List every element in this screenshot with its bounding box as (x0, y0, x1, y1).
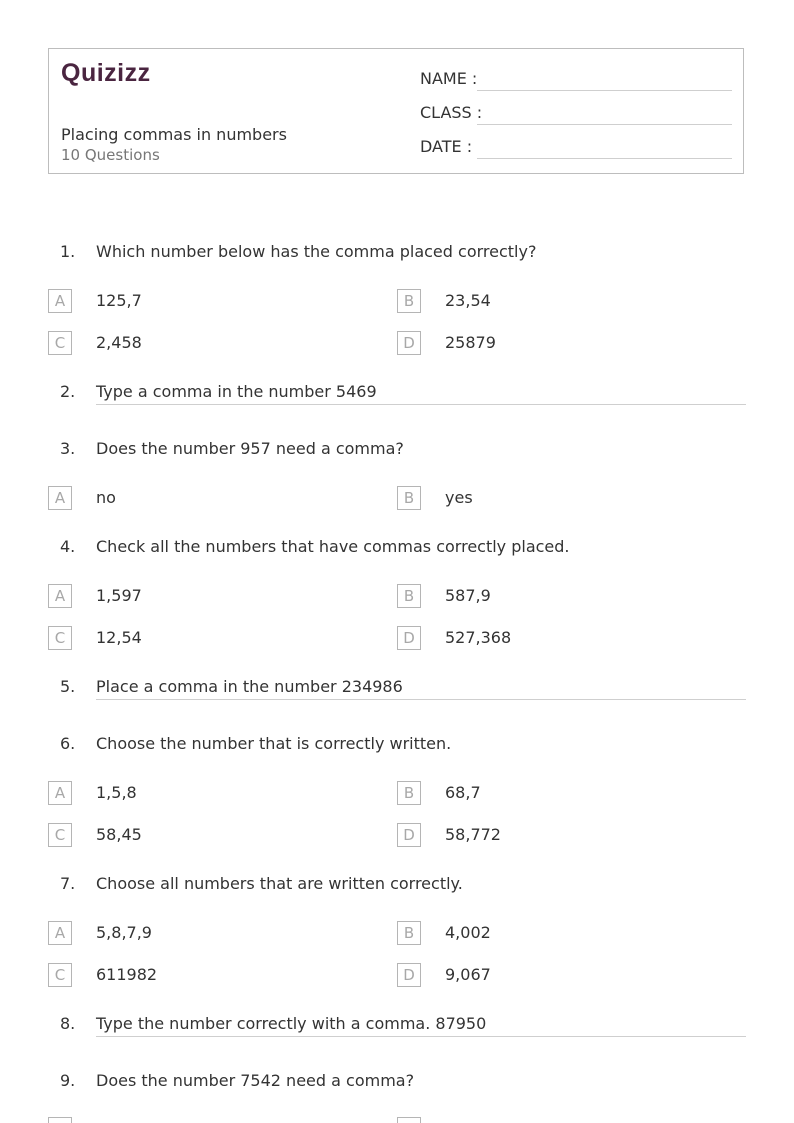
option-text: 4,002 (445, 923, 491, 942)
question-number: 7. (60, 874, 76, 893)
class-blank-line[interactable] (477, 124, 732, 125)
option-letter-box[interactable]: D (397, 331, 421, 355)
question-number: 6. (60, 734, 76, 753)
name-blank-line[interactable] (477, 90, 732, 91)
option-text: yes (445, 488, 473, 507)
option-letter-box[interactable]: D (397, 963, 421, 987)
option-text: 2,458 (96, 333, 142, 352)
question-number: 8. (60, 1014, 76, 1033)
question-count: 10 Questions (61, 146, 160, 164)
option-letter-box[interactable]: C (48, 331, 72, 355)
worksheet-header (48, 48, 744, 174)
option-text: 25879 (445, 333, 496, 352)
option-text: 611982 (96, 965, 158, 984)
question-text: Choose all numbers that are written correctly. (96, 874, 463, 893)
option-letter-box[interactable]: C (48, 963, 72, 987)
option-text: 125,7 (96, 291, 142, 310)
option-letter-box[interactable]: A (48, 781, 72, 805)
question-text: Which number below has the comma placed correctly? (96, 242, 537, 261)
option-text: no (96, 488, 116, 507)
answer-line[interactable] (96, 699, 746, 700)
quizizz-logo: Quizizz (61, 59, 151, 87)
option-text: 58,772 (445, 825, 501, 844)
option-letter-box[interactable]: B (397, 921, 421, 945)
option-letter-box[interactable]: A (48, 584, 72, 608)
option-letter-box[interactable]: D (397, 823, 421, 847)
option-text: 23,54 (445, 291, 491, 310)
question-text: Does the number 7542 need a comma? (96, 1071, 415, 1090)
class-label: CLASS : (420, 103, 483, 122)
question-text: Check all the numbers that have commas correctly placed. (96, 537, 570, 556)
question-number: 4. (60, 537, 76, 556)
name-label: NAME : (420, 69, 478, 88)
option-text: 12,54 (96, 628, 142, 647)
question-text: Type a comma in the number 5469 (96, 382, 377, 401)
question-text: Type the number correctly with a comma. 87950 (96, 1014, 487, 1033)
option-text: 68,7 (445, 783, 481, 802)
option-letter-box[interactable]: C (48, 823, 72, 847)
option-letter-box-cropped[interactable] (48, 1117, 72, 1123)
option-text: 58,45 (96, 825, 142, 844)
answer-line[interactable] (96, 1036, 746, 1037)
question-number: 2. (60, 382, 76, 401)
option-text: 9,067 (445, 965, 491, 984)
question-text: Place a comma in the number 234986 (96, 677, 403, 696)
option-letter-box[interactable]: A (48, 921, 72, 945)
option-letter-box[interactable]: A (48, 289, 72, 313)
option-letter-box[interactable]: B (397, 584, 421, 608)
question-number: 3. (60, 439, 76, 458)
option-text: 527,368 (445, 628, 512, 647)
question-number: 1. (60, 242, 76, 261)
option-text: 1,5,8 (96, 783, 137, 802)
option-letter-box[interactable]: B (397, 289, 421, 313)
question-number: 9. (60, 1071, 76, 1090)
option-text: 587,9 (445, 586, 491, 605)
option-letter-box[interactable]: B (397, 781, 421, 805)
date-label: DATE : (420, 137, 473, 156)
answer-line[interactable] (96, 404, 746, 405)
worksheet-title: Placing commas in numbers (61, 125, 287, 144)
date-blank-line[interactable] (477, 158, 732, 159)
option-letter-box[interactable]: B (397, 486, 421, 510)
option-letter-box[interactable]: A (48, 486, 72, 510)
option-text: 5,8,7,9 (96, 923, 152, 942)
option-letter-box[interactable]: C (48, 626, 72, 650)
option-text: 1,597 (96, 586, 142, 605)
question-text: Choose the number that is correctly written. (96, 734, 452, 753)
question-number: 5. (60, 677, 76, 696)
option-letter-box[interactable]: D (397, 626, 421, 650)
question-text: Does the number 957 need a comma? (96, 439, 404, 458)
option-letter-box-cropped[interactable] (397, 1117, 421, 1123)
